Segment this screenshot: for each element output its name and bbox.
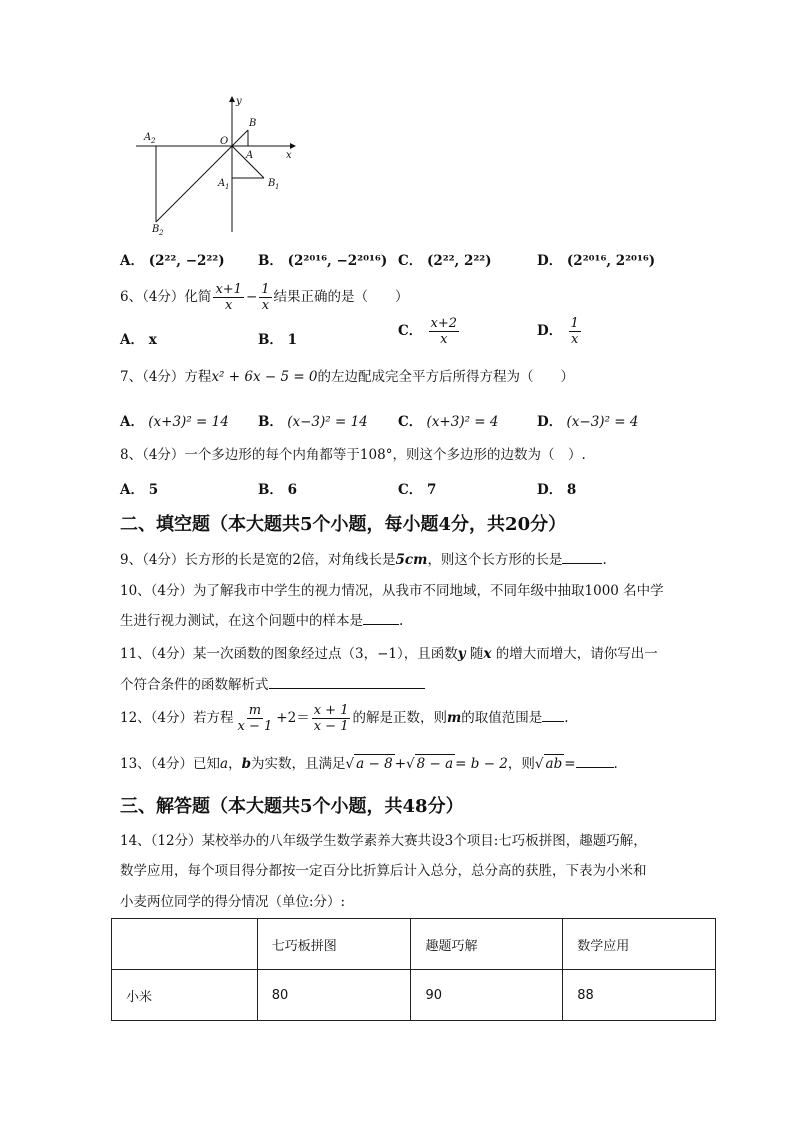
table-header-cell: 趣题巧解 [411,919,563,970]
q11-line1: 11、（4分）某一次函数的图象经过点（3，−1），且函数y 随x 的增大而增大，请你写出一 [120,646,658,662]
label-b1: B [268,178,276,189]
q5-option-c: C． (2²², 2²²) [398,253,492,269]
label-b1-sub: 1 [275,183,280,191]
q6-option-d: D． $\frac{1}{x}$ [537,316,579,347]
q6-option-c: C． $\frac{x+2}{x}$ [398,316,458,347]
q7-option-b: B． (x−3)² = 14 [258,414,368,430]
table-cell: 88 [563,970,716,1021]
coordinate-figure [130,92,310,242]
q6-option-b: B． 1 [258,332,298,348]
q5-option-b: B． (2²⁰¹⁶, −2²⁰¹⁶) [258,253,388,269]
q11-line2: 个符合条件的函数解析式 [120,676,425,694]
q13-stem: 13、（4分）已知a，b为实数，且满足√ a − 8 +√ 8 − a = b − 2，则√ ab = . [120,756,618,772]
table-header-cell: 七巧板拼图 [257,919,411,970]
q8-option-b: B． 6 [258,482,298,498]
table-cell: 80 [257,970,411,1021]
q6-option-a: A． x [120,332,157,348]
table-cell: 小米 [112,970,258,1021]
label-a1: A [218,178,226,189]
q6-stem: 6、（4分）化简 $\frac{x+1}{x}$ − $\frac{1}{x}$ 结果正确的是（ ） [120,282,409,313]
label-a2: A [144,132,152,143]
table-header-row [112,919,716,970]
label-b2-sub: 2 [159,229,164,237]
q14-line1: 14、（12分）某校举办的八年级学生数学素养大赛共设3个项目:七巧板拼图，趣题巧解， [120,833,647,849]
table-row [112,970,716,1021]
q14-line3: 小麦两位同学的得分情况（单位:分）: [120,894,346,910]
label-b2: B [152,224,160,235]
label-a2-sub: 2 [151,137,156,145]
table-cell: 90 [411,970,563,1021]
q7-option-c: C． (x+3)² = 4 [398,414,499,430]
q5-option-a: A． (2²², −2²²) [120,253,225,269]
x-axis-arrow [290,143,296,149]
table-header-cell [112,919,258,970]
q14-line2: 数学应用，每个项目得分都按一定百分比折算后计入总分，总分高的获胜，下表为小米和 [120,863,647,879]
q7-option-d: D． (x−3)² = 4 [537,414,639,430]
q5-option-d: D． (2²⁰¹⁶, 2²⁰¹⁶) [537,253,656,269]
q8-option-c: C． 7 [398,482,437,498]
q7-option-a: A． (x+3)² = 14 [120,414,229,430]
label-x: x [286,150,292,161]
label-a1-sub: 1 [225,183,230,191]
q7-stem: 7、（4分）方程x² + 6x − 5 = 0的左边配成完全平方后所得方程为（ ） [120,369,575,385]
score-table [111,918,716,1021]
q8-option-a: A． 5 [120,482,159,498]
q10-line2: 生进行视力测试，在这个问题中的样本是 . [120,613,404,629]
q9-stem: 9、（4分）长方形的长是宽的2倍，对角线长是5cm，则这个长方形的长是 . [120,552,607,568]
table-header-cell: 数学应用 [563,919,716,970]
q12-answer-blank[interactable] [542,721,564,722]
label-b: B [249,118,257,129]
q8-stem: 8、（4分）一个多边形的每个内角都等于108°，则这个多边形的边数为（ ）. [120,447,586,463]
section-title-fill-in: 二、填空题（本大题共5个小题，每小题4分，共20分） [120,514,567,535]
q12-stem: 12、（4分）若方程 $\frac{m}{x - 1}$ +2＝ $\frac{x + 1}{x - 1}$ 的解是正数，则m的取值范围是 . [120,703,569,734]
section-title-solutions: 三、解答题（本大题共5个小题，共48分） [120,796,464,817]
q9-answer-blank[interactable] [562,563,602,564]
label-y: y [236,96,242,107]
y-axis-arrow [229,96,235,102]
q10-line1: 10、（4分）为了解我市中学生的视力情况，从我市不同地域，不同年级中抽取1000 名中学 [120,583,664,599]
label-a: A [246,150,254,161]
q10-answer-blank[interactable] [363,624,399,625]
q11-answer-blank[interactable] [269,688,425,689]
label-o: O [220,136,229,147]
q8-option-d: D． 8 [537,482,577,498]
q13-answer-blank[interactable] [576,767,614,768]
